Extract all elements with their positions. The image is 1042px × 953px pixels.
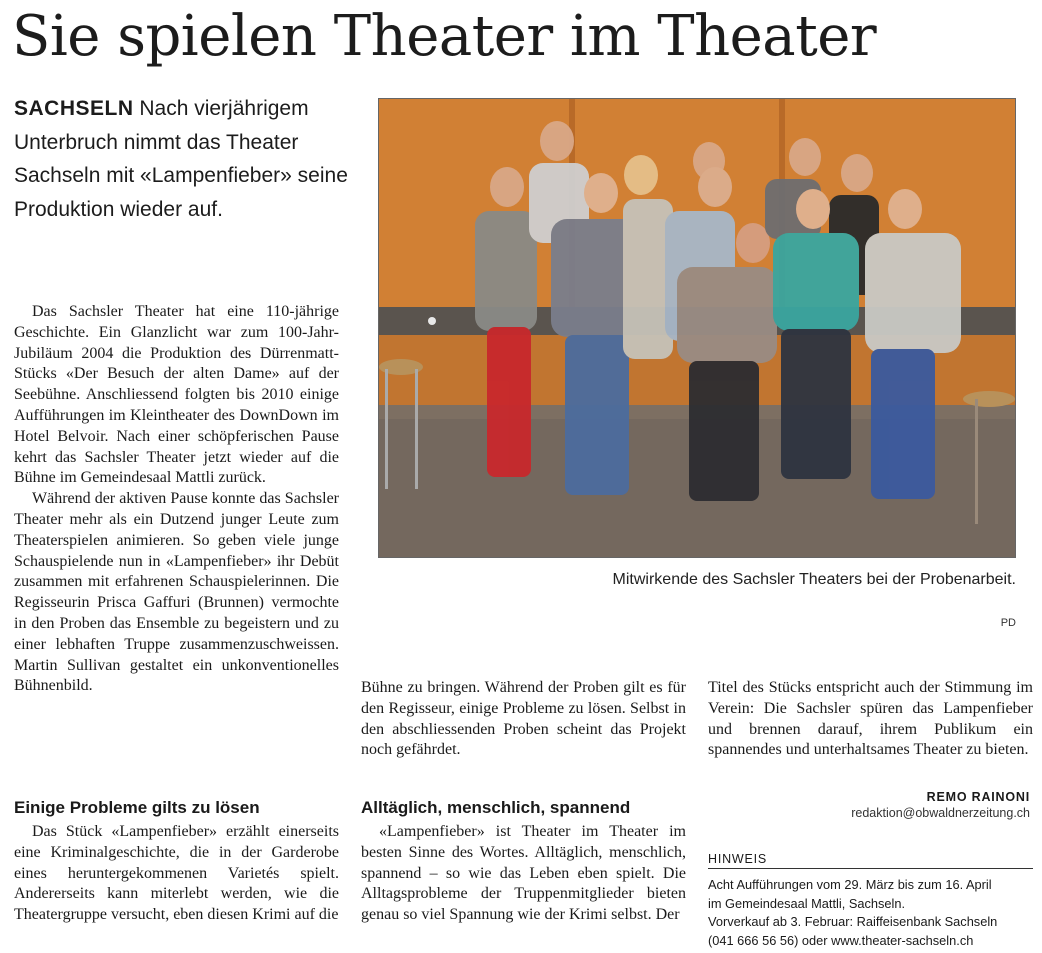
paragraph-history: Das Sachsler Theater hat eine 110-jährige Geschichte. Ein Glanzlicht war zum 100-Jahr-Jubiläum 2004 die Produktion des Dürrenmatt-Stücks «Der Besuch der alten Dame» auf der Seebühne. Anschliessend folgten bis 2010 einige Aufführungen im Kleintheater des DownDown im Hotel Belvoir. Nach einer schöpferischen Pause kehrt das Sachsler Theater jetzt wieder auf die Bühne im Gemeindesaal Mattli zurück. (14, 303, 339, 487)
info-venue: im Gemeindesaal Mattli, Sachseln. (708, 895, 906, 911)
headline: Sie spielen Theater im Theater (12, 4, 877, 69)
subheading-problems: Einige Probleme gilts zu lösen (14, 798, 260, 817)
lead-paragraph (14, 92, 354, 226)
lead-dateline: SACHSELN (14, 97, 134, 120)
paragraph-pause: Während der aktiven Pause konnte das Sachsler Theater mehr als ein Dutzend junger Leute zum Theaterspielen animieren. So geben viele junge Schauspielende nun in «Lampenfieber» ihr Debüt zusammen mit erfahrenen Schauspielerinnen. Die Regisseurin Prisca Gaffuri (Brunnen) vermochte in den Proben das Ensemble zu begeistern und zu einer lebhaften Truppe zusammenzuschweissen. Martin Sullivan gestaltet ein unkonventionelles Bühnenbild. (14, 490, 339, 695)
rehearsal-photo-illustration (379, 99, 1015, 557)
article-column-2 (361, 678, 686, 761)
author-byline: REMO RAINONI (926, 790, 1030, 804)
article-column-1 (14, 302, 339, 697)
article-photo (378, 98, 1016, 558)
paragraph-theater-in-theater: «Lampenfieber» ist Theater im Theater im besten Sinne des Wortes. Alltäglich, menschlich, spannend – so wie das Leben eben spielt. Die Alltagsprobleme der Truppenmitglieder bieten genau so viel Spannung wie der Krimi selbst. Der (361, 823, 686, 924)
article-column-2-continued (361, 822, 686, 926)
info-dates: Acht Aufführungen vom 29. März bis zum 16. April (708, 877, 992, 892)
author-email: redaktion@obwaldnerzeitung.ch (851, 806, 1030, 820)
info-box-title: HINWEIS (708, 852, 1033, 869)
paragraph-rehearsals: Bühne zu bringen. Während der Proben gilt es für den Regisseur, einige Probleme zu lösen. Selbst in den abschliessenden Proben scheint das Projekt noch gefährdet. (361, 679, 686, 759)
subheading-everyday: Alltäglich, menschlich, spannend (361, 798, 631, 817)
article-column-1-continued (14, 822, 339, 926)
paragraph-title-mood: Titel des Stücks entspricht auch der Stimmung im Verein: Die Sachsler spüren das Lampenfieber und brennen darauf, ihrem Publikum ein spannendes und unterhaltsames Theater zu bieten. (708, 679, 1033, 759)
paragraph-story: Das Stück «Lampenfieber» erzählt einerseits eine Kriminalgeschichte, die in der Garderobe eines heruntergekommenen Varietés spielt. Andererseits kann miterlebt werden, wie die Theatergruppe versucht, eben diesen Krimi auf die (14, 823, 339, 924)
photo-credit: PD (1000, 617, 1016, 629)
article-column-3 (708, 678, 1033, 761)
info-box (708, 876, 1038, 950)
info-presale: Vorverkauf ab 3. Februar: Raiffeisenbank Sachseln (708, 914, 998, 929)
info-contact: (041 666 56 56) oder www.theater-sachseln.ch (708, 932, 974, 948)
lead-text: Nach vierjährigem Unterbruch nimmt das Theater Sachseln mit «Lampenfieber» seine Produktion wieder auf. (14, 97, 348, 221)
photo-caption: Mitwirkende des Sachsler Theaters bei der Probenarbeit. (612, 571, 1016, 588)
